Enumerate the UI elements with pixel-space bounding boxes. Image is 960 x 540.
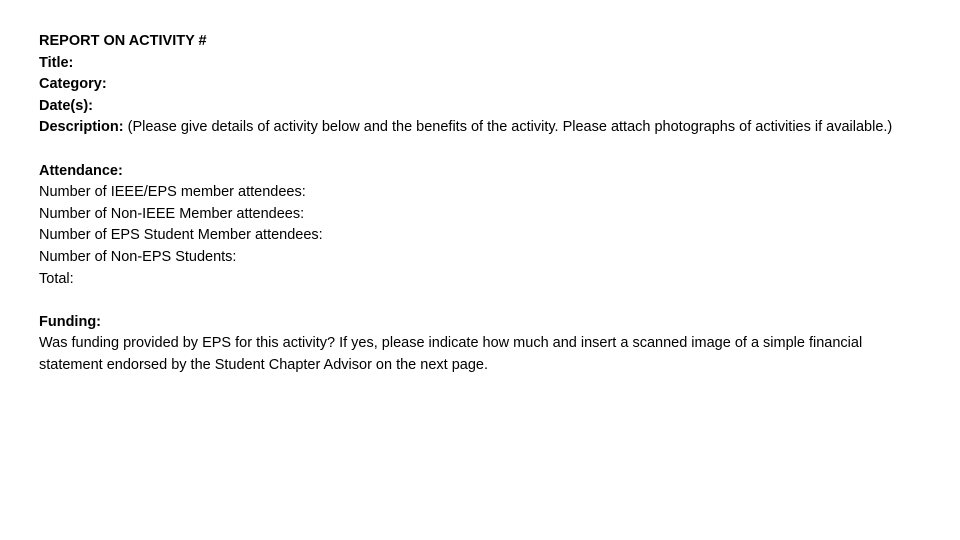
attendance-heading: Attendance:: [39, 162, 123, 179]
funding-heading: Funding:: [39, 313, 102, 330]
description-label: Description:: [39, 119, 124, 136]
dates-label: Date(s):: [39, 97, 93, 114]
title-label: Title:: [39, 54, 74, 71]
attendance-total: Total:: [39, 270, 74, 287]
spacer: [39, 139, 919, 161]
funding-text: Was funding provided by EPS for this activity? If yes, please indicate how much and insert a scanned image of a simple financial statement endorsed by the Student Chapter Advisor on the next page.: [39, 335, 863, 373]
report-heading: REPORT ON ACTIVITY #: [39, 33, 207, 49]
spacer: [39, 290, 919, 312]
description-paragraph: [39, 117, 919, 139]
attendance-ieee-eps-members: Number of IEEE/EPS member attendees:: [39, 184, 306, 201]
report-form: [39, 31, 919, 377]
category-label: Category:: [39, 76, 107, 93]
attendance-non-ieee-members: Number of Non-IEEE Member attendees:: [39, 205, 305, 222]
attendance-non-eps-students: Number of Non-EPS Students:: [39, 248, 237, 265]
description-text: (Please give details of activity below and the benefits of the activity. Please attach photographs of activities if available.): [123, 119, 893, 136]
attendance-eps-student-members: Number of EPS Student Member attendees:: [39, 227, 323, 244]
